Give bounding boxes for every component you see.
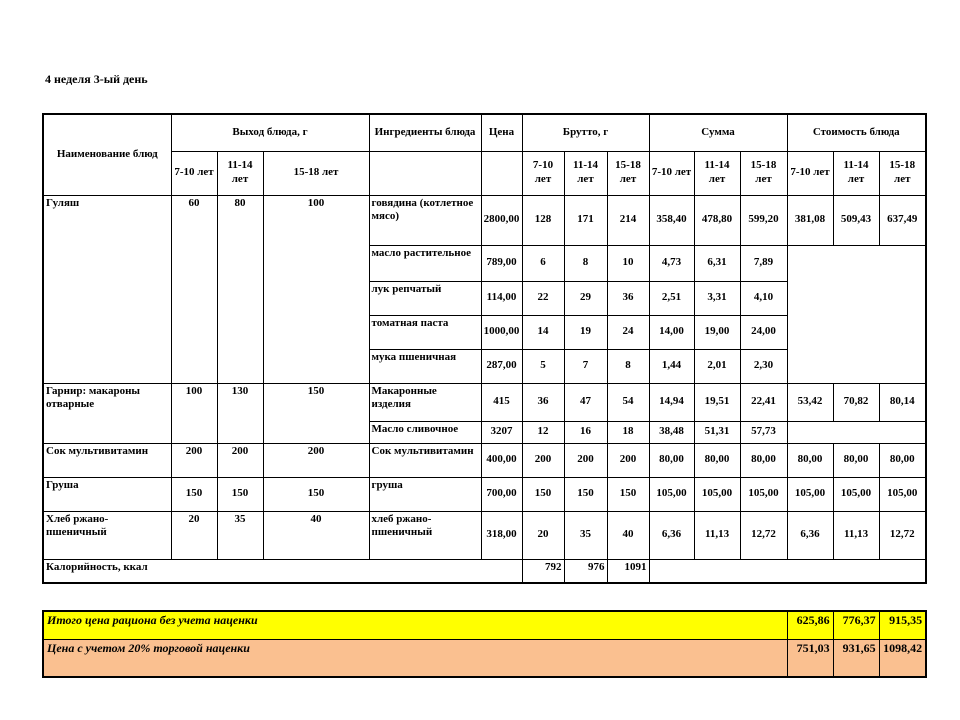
menu-table <box>42 113 927 584</box>
header-price: Цена <box>481 114 522 151</box>
header-row-1 <box>43 114 926 151</box>
gross-value: 36 <box>522 383 564 421</box>
header-cost: Стоимость блюда <box>787 114 926 151</box>
gross-value: 5 <box>522 349 564 383</box>
gross-value: 24 <box>607 315 649 349</box>
gross-value: 47 <box>564 383 607 421</box>
summary-markup-value: 751,03 <box>787 639 833 677</box>
dish-name: Груша <box>43 477 171 511</box>
gross-value: 214 <box>607 195 649 245</box>
output-value: 200 <box>171 443 217 477</box>
sum-value: 7,89 <box>740 245 787 281</box>
gross-value: 29 <box>564 281 607 315</box>
output-value: 200 <box>263 443 369 477</box>
dish-name: Сок мультивитамин <box>43 443 171 477</box>
price-value: 1000,00 <box>481 315 522 349</box>
header-row-2 <box>43 151 926 195</box>
header-ingredients: Ингредиенты блюда <box>369 114 481 151</box>
price-value: 3207 <box>481 421 522 443</box>
cost-value: 509,43 <box>833 195 879 245</box>
sum-value: 105,00 <box>649 477 694 511</box>
header-name: Наименование блюд <box>43 114 171 195</box>
gross-value: 200 <box>522 443 564 477</box>
ingredient-name: масло растительное <box>369 245 481 281</box>
output-value: 130 <box>217 383 263 443</box>
gross-value: 22 <box>522 281 564 315</box>
sum-value: 24,00 <box>740 315 787 349</box>
cost-value: 105,00 <box>787 477 833 511</box>
gross-value: 200 <box>564 443 607 477</box>
calories-value: 792 <box>522 559 564 583</box>
gross-value: 19 <box>564 315 607 349</box>
ingredient-name: говядина (котлетное мясо) <box>369 195 481 245</box>
table-row <box>43 195 926 245</box>
sum-value: 38,48 <box>649 421 694 443</box>
sum-value: 105,00 <box>740 477 787 511</box>
summary-total-label: Итого цена рациона без учета наценки <box>43 611 787 639</box>
price-value: 114,00 <box>481 281 522 315</box>
cost-value: 80,14 <box>879 383 926 421</box>
header-cost-age-15-18: 15-18 лет <box>879 151 926 195</box>
gross-value: 54 <box>607 383 649 421</box>
summary-markup-label: Цена с учетом 20% торговой наценки <box>43 639 787 677</box>
header-output-age-15-18: 15-18 лет <box>263 151 369 195</box>
header-sum-age-7-10: 7-10 лет <box>649 151 694 195</box>
sum-value: 14,00 <box>649 315 694 349</box>
header-sum-age-15-18: 15-18 лет <box>740 151 787 195</box>
output-value: 80 <box>217 195 263 383</box>
summary-row-markup <box>43 639 926 677</box>
sum-value: 358,40 <box>649 195 694 245</box>
summary-markup-value: 1098,42 <box>879 639 926 677</box>
gross-value: 16 <box>564 421 607 443</box>
sum-value: 4,10 <box>740 281 787 315</box>
cost-value: 105,00 <box>879 477 926 511</box>
sum-value: 19,00 <box>694 315 740 349</box>
sum-value: 4,73 <box>649 245 694 281</box>
header-ingredients-sub <box>369 151 481 195</box>
output-value: 150 <box>217 477 263 511</box>
price-value: 318,00 <box>481 511 522 559</box>
price-value: 2800,00 <box>481 195 522 245</box>
gross-value: 35 <box>564 511 607 559</box>
gross-value: 14 <box>522 315 564 349</box>
gross-value: 8 <box>564 245 607 281</box>
table-row <box>43 383 926 421</box>
calories-empty-cell <box>649 559 926 583</box>
ingredient-name: Масло сливочное <box>369 421 481 443</box>
sum-value: 2,30 <box>740 349 787 383</box>
price-value: 400,00 <box>481 443 522 477</box>
output-value: 150 <box>263 477 369 511</box>
calories-value: 976 <box>564 559 607 583</box>
header-cost-age-11-14: 11-14 лет <box>833 151 879 195</box>
header-gross-age-15-18: 15-18 лет <box>607 151 649 195</box>
output-value: 20 <box>171 511 217 559</box>
sum-value: 105,00 <box>694 477 740 511</box>
header-gross: Брутто, г <box>522 114 649 151</box>
summary-row-total <box>43 611 926 639</box>
gross-value: 171 <box>564 195 607 245</box>
header-cost-age-7-10: 7-10 лет <box>787 151 833 195</box>
cost-value: 80,00 <box>787 443 833 477</box>
output-value: 150 <box>263 383 369 443</box>
cost-value: 12,72 <box>879 511 926 559</box>
cost-empty-cell <box>787 245 926 383</box>
cost-value: 53,42 <box>787 383 833 421</box>
cost-value: 6,36 <box>787 511 833 559</box>
cost-value: 80,00 <box>879 443 926 477</box>
cost-value: 80,00 <box>833 443 879 477</box>
gross-value: 150 <box>522 477 564 511</box>
price-value: 415 <box>481 383 522 421</box>
table-row <box>43 443 926 477</box>
header-output-age-7-10: 7-10 лет <box>171 151 217 195</box>
sum-value: 6,36 <box>649 511 694 559</box>
sum-value: 14,94 <box>649 383 694 421</box>
sum-value: 2,51 <box>649 281 694 315</box>
header-price-sub <box>481 151 522 195</box>
sum-value: 57,73 <box>740 421 787 443</box>
gross-value: 7 <box>564 349 607 383</box>
gross-value: 40 <box>607 511 649 559</box>
cost-value: 105,00 <box>833 477 879 511</box>
page-title: 4 неделя 3-ый день <box>45 72 148 86</box>
header-sum: Сумма <box>649 114 787 151</box>
sum-value: 19,51 <box>694 383 740 421</box>
sum-value: 478,80 <box>694 195 740 245</box>
output-value: 100 <box>171 383 217 443</box>
output-value: 100 <box>263 195 369 383</box>
sum-value: 80,00 <box>740 443 787 477</box>
gross-value: 150 <box>607 477 649 511</box>
cost-value: 381,08 <box>787 195 833 245</box>
ingredient-name: мука пшеничная <box>369 349 481 383</box>
dish-name: Хлеб ржано-пшеничный <box>43 511 171 559</box>
ingredient-name: груша <box>369 477 481 511</box>
sum-value: 12,72 <box>740 511 787 559</box>
dish-name: Гарнир: макароны отварные <box>43 383 171 443</box>
header-output-age-11-14: 11-14 лет <box>217 151 263 195</box>
summary-total-value: 915,35 <box>879 611 926 639</box>
table-row <box>43 511 926 559</box>
sum-value: 2,01 <box>694 349 740 383</box>
sum-value: 6,31 <box>694 245 740 281</box>
output-value: 40 <box>263 511 369 559</box>
ingredient-name: томатная паста <box>369 315 481 349</box>
summary-table <box>42 610 927 678</box>
ingredient-name: Сок мультивитамин <box>369 443 481 477</box>
header-sum-age-11-14: 11-14 лет <box>694 151 740 195</box>
gross-value: 18 <box>607 421 649 443</box>
header-gross-age-11-14: 11-14 лет <box>564 151 607 195</box>
cost-value: 637,49 <box>879 195 926 245</box>
header-gross-age-7-10: 7-10 лет <box>522 151 564 195</box>
sum-value: 51,31 <box>694 421 740 443</box>
summary-total-value: 776,37 <box>833 611 879 639</box>
gross-value: 6 <box>522 245 564 281</box>
cost-empty-cell <box>787 421 926 443</box>
output-value: 60 <box>171 195 217 383</box>
calories-label: Калорийность, ккал <box>43 559 522 583</box>
price-value: 789,00 <box>481 245 522 281</box>
sum-value: 11,13 <box>694 511 740 559</box>
sum-value: 3,31 <box>694 281 740 315</box>
ingredient-name: лук репчатый <box>369 281 481 315</box>
gross-value: 200 <box>607 443 649 477</box>
dish-name: Гуляш <box>43 195 171 383</box>
table-row <box>43 477 926 511</box>
price-value: 700,00 <box>481 477 522 511</box>
sum-value: 22,41 <box>740 383 787 421</box>
cost-value: 11,13 <box>833 511 879 559</box>
summary-total-value: 625,86 <box>787 611 833 639</box>
output-value: 150 <box>171 477 217 511</box>
gross-value: 10 <box>607 245 649 281</box>
gross-value: 8 <box>607 349 649 383</box>
gross-value: 20 <box>522 511 564 559</box>
sum-value: 599,20 <box>740 195 787 245</box>
output-value: 200 <box>217 443 263 477</box>
calories-value: 1091 <box>607 559 649 583</box>
sum-value: 80,00 <box>649 443 694 477</box>
gross-value: 128 <box>522 195 564 245</box>
sum-value: 80,00 <box>694 443 740 477</box>
gross-value: 12 <box>522 421 564 443</box>
output-value: 35 <box>217 511 263 559</box>
summary-markup-value: 931,65 <box>833 639 879 677</box>
header-output: Выход блюда, г <box>171 114 369 151</box>
cost-value: 70,82 <box>833 383 879 421</box>
gross-value: 150 <box>564 477 607 511</box>
ingredient-name: Макаронные изделия <box>369 383 481 421</box>
sum-value: 1,44 <box>649 349 694 383</box>
price-value: 287,00 <box>481 349 522 383</box>
gross-value: 36 <box>607 281 649 315</box>
calories-row <box>43 559 926 583</box>
ingredient-name: хлеб ржано-пшеничный <box>369 511 481 559</box>
